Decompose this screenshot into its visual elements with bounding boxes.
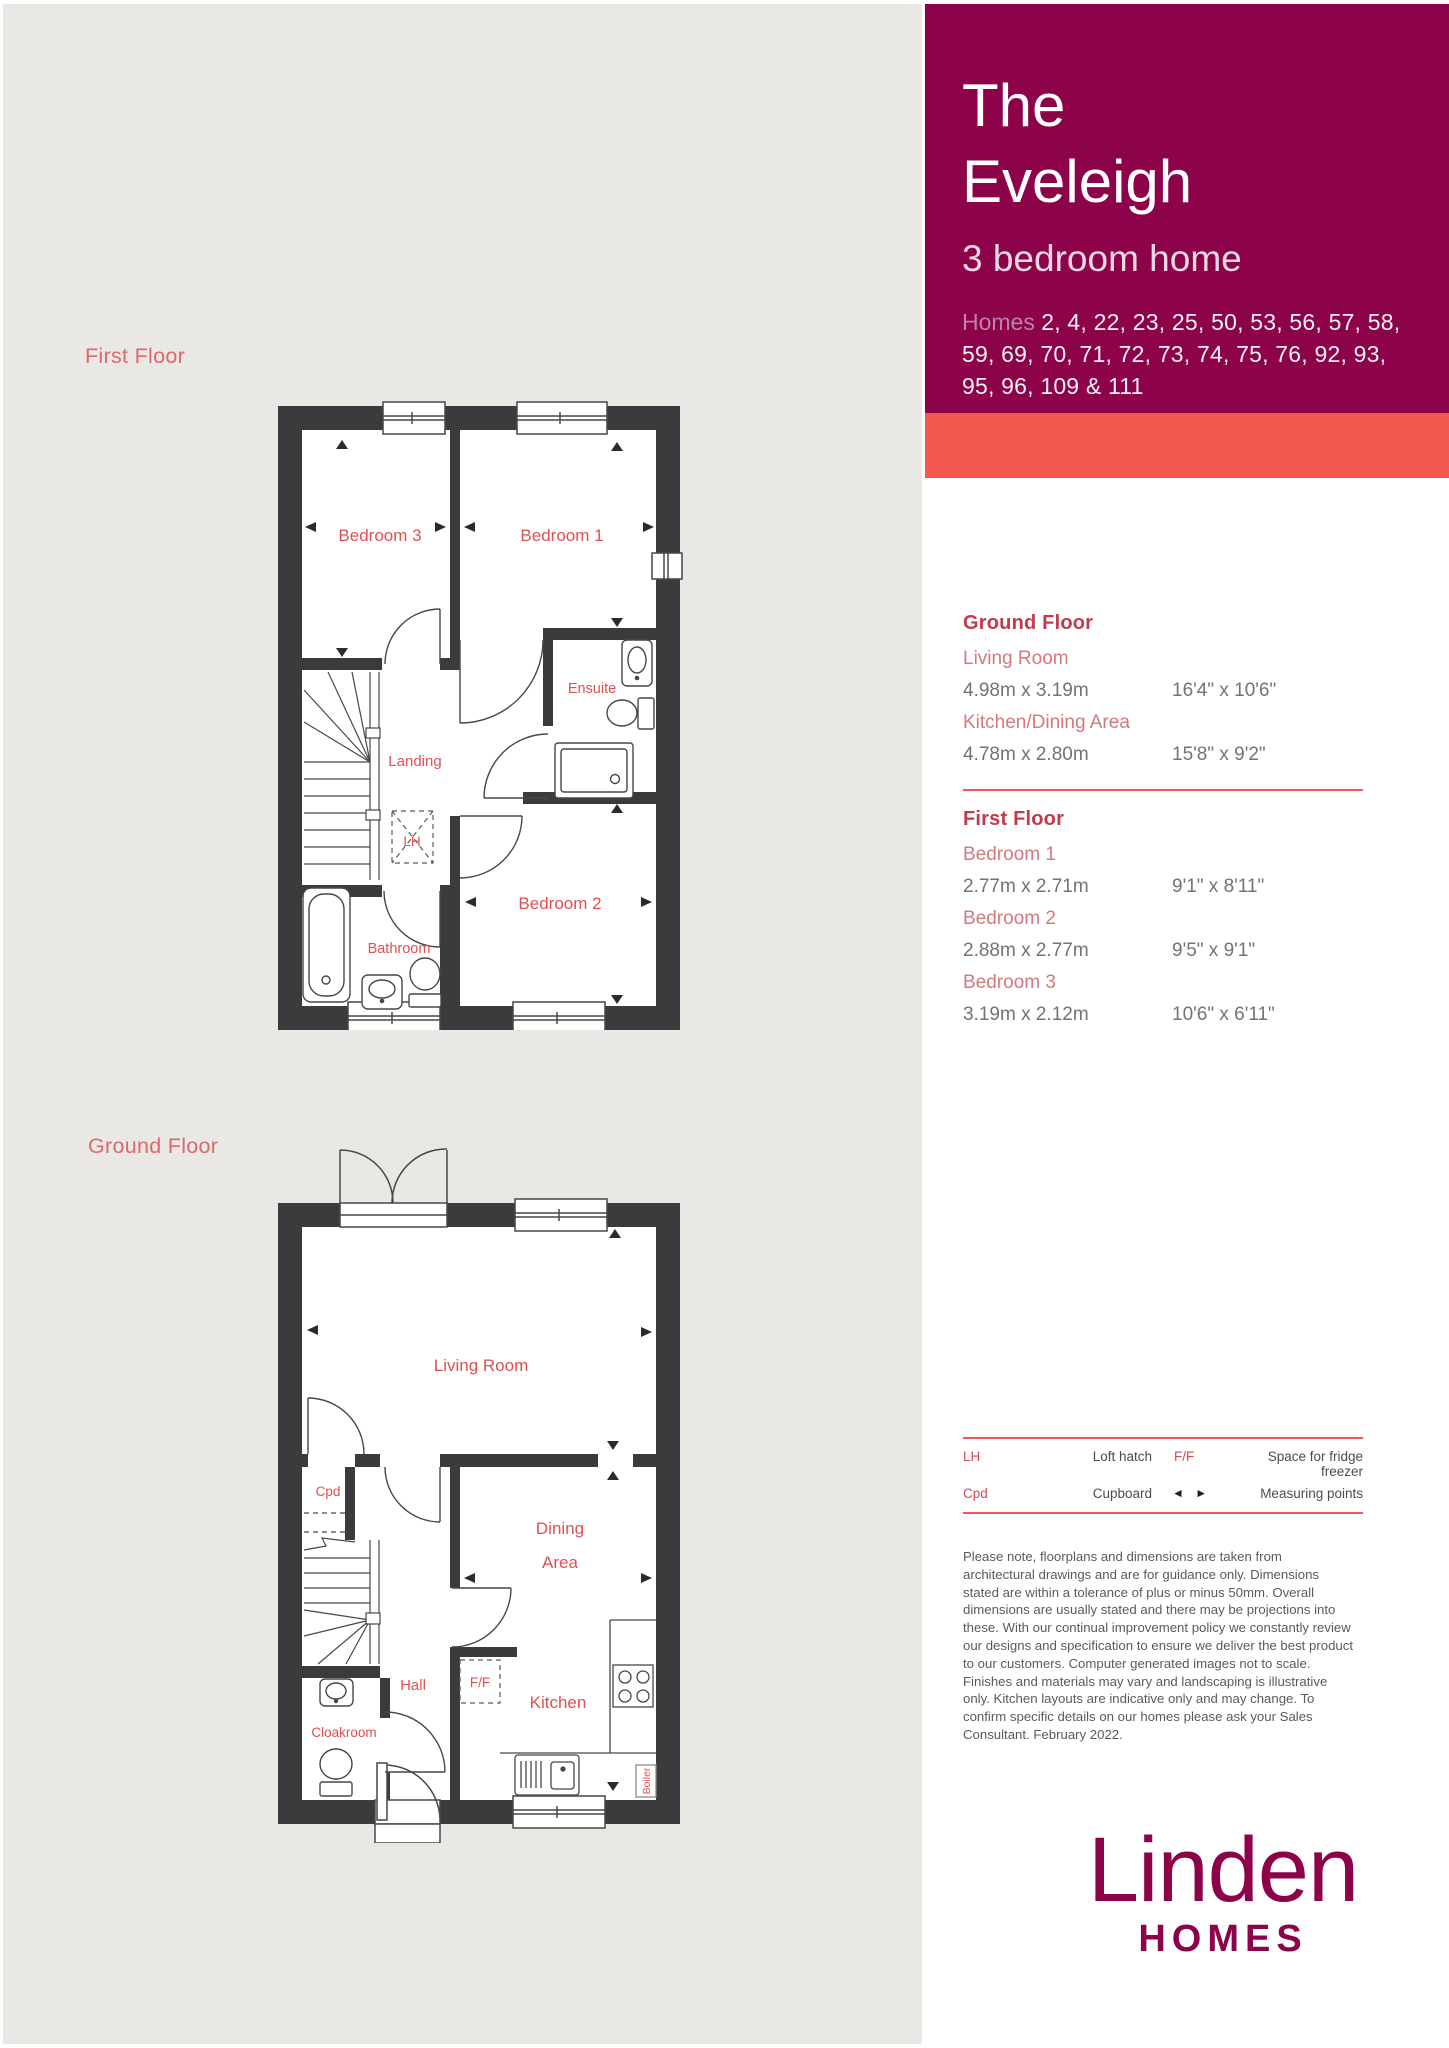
divider	[963, 789, 1363, 791]
dim-room	[963, 844, 1365, 908]
dimensions-panel	[963, 612, 1365, 1036]
legend-label-loft-hatch: Loft hatch	[1092, 1449, 1152, 1464]
landing-label: Landing	[388, 753, 442, 770]
homes-list	[962, 306, 1421, 402]
dims-ground-heading: Ground Floor	[963, 612, 1094, 634]
living-room-label: Living Room	[433, 1356, 529, 1375]
logo-main-text: Linden	[1087, 1819, 1359, 1921]
legend-label-measuring-points: Measuring points	[1260, 1486, 1363, 1501]
legend-abbr-ff: F/F	[1174, 1449, 1195, 1464]
plan-legend	[963, 1437, 1363, 1514]
dim-metric: 4.78m x 2.80m	[963, 744, 1089, 765]
french-doors	[340, 1149, 447, 1227]
title-line-1: The	[962, 72, 1066, 139]
cpd-label: Cpd	[315, 1484, 341, 1499]
dim-imperial: 9'1" x 8'11"	[1172, 876, 1265, 897]
dim-room-values	[963, 1004, 1365, 1036]
dims-first-heading: First Floor	[963, 808, 1065, 830]
legend-label-fridge-freezer: Space for fridge freezer	[1267, 1449, 1363, 1479]
logo-sub-text: HOMES	[1138, 1918, 1308, 1960]
header-panel	[925, 4, 1449, 413]
dim-imperial: 10'6" x 6'11"	[1172, 1004, 1275, 1025]
loft-hatch-label: LH	[403, 834, 421, 849]
dim-room-name: Kitchen/Dining Area	[963, 712, 1130, 733]
homes-label: Homes	[962, 309, 1035, 335]
dim-metric: 2.88m x 2.77m	[963, 940, 1089, 961]
ground-floor-heading: Ground Floor	[88, 1134, 219, 1158]
dim-room	[963, 648, 1365, 712]
disclaimer-text: Please note, floorplans and dimensions are taken from architectural drawings and are for guidance only. Dimensions stated are within a tolerance of plus or minus 50mm. Overall dimensions are usually stated and there may be projections into these. With our continual improvement policy we constantly review our designs and specification to ensure we deliver the best product to our customers. Computer generated images not to scale. Finishes and materials may vary and landscaping is illustrative only. Kitchen layouts are indicative only and may change. To confirm specific details on our homes please ask your Sales Consultant. February 2022.	[963, 1549, 1353, 1742]
bedroom3-label: Bedroom 3	[338, 526, 422, 545]
dim-imperial: 15'8" x 9'2"	[1172, 744, 1266, 765]
homes-numbers: 2, 4, 22, 23, 25, 50, 53, 56, 57, 58, 59, 69, 70, 71, 72, 73, 74, 75, 76, 92, 93, 95, 96, 109 & 111	[962, 309, 1401, 399]
dim-imperial: 9'5" x 9'1"	[1172, 940, 1256, 961]
first-floor-plan	[278, 400, 689, 1030]
ground-floor-plan	[278, 1146, 689, 1843]
sink-icon	[515, 1755, 579, 1795]
kitchen-label: Kitchen	[529, 1693, 587, 1712]
ensuite-label: Ensuite	[567, 681, 617, 697]
linden-homes-logo	[1023, 1819, 1423, 1961]
legend-abbr-cpd: Cpd	[963, 1486, 988, 1501]
dim-imperial: 16'4" x 10'6"	[1172, 680, 1277, 701]
dim-room	[963, 908, 1365, 972]
ff-label: F/F	[469, 1675, 491, 1690]
dim-room-values	[963, 940, 1365, 972]
boiler-label: Boiler	[641, 1767, 653, 1795]
legend-label-cupboard: Cupboard	[1092, 1486, 1152, 1501]
subtitle: 3 bedroom home	[962, 238, 1242, 279]
measuring-points-icon: ◄ ►	[1172, 1486, 1212, 1500]
dim-room-values	[963, 744, 1365, 776]
dim-room-name: Bedroom 2	[963, 908, 1056, 929]
dim-room	[963, 712, 1365, 776]
salmon-strip	[925, 413, 1449, 478]
dim-room-values	[963, 680, 1365, 712]
dim-room-values	[963, 876, 1365, 908]
dim-room-name: Bedroom 1	[963, 844, 1056, 865]
page-title	[962, 68, 1421, 220]
dim-room	[963, 972, 1365, 1036]
dim-metric: 3.19m x 2.12m	[963, 1004, 1089, 1025]
dim-metric: 2.77m x 2.71m	[963, 876, 1089, 897]
cloakroom-label: Cloakroom	[311, 1725, 377, 1740]
dim-metric: 4.98m x 3.19m	[963, 680, 1089, 701]
title-line-2: Eveleigh	[962, 148, 1193, 215]
dining-area-label-2: Area	[542, 1553, 578, 1572]
legend-abbr-lh: LH	[963, 1449, 981, 1464]
first-floor-heading: First Floor	[85, 344, 186, 368]
bathroom-label: Bathroom	[367, 941, 431, 957]
dim-room-name: Bedroom 3	[963, 972, 1056, 993]
bedroom1-label: Bedroom 1	[520, 526, 604, 545]
bedroom2-label: Bedroom 2	[518, 894, 602, 913]
hall-label: Hall	[400, 1677, 426, 1694]
dim-room-name: Living Room	[963, 648, 1069, 669]
dining-area-label-1: Dining	[535, 1519, 585, 1538]
